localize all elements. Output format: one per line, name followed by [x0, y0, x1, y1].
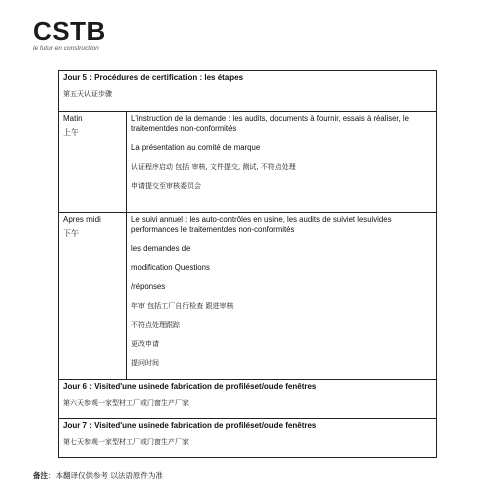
- logo-tagline: le futur en construction: [33, 45, 99, 52]
- morning-content-cell: [127, 112, 437, 213]
- schedule-table: [58, 70, 437, 458]
- day5-heading-row: [59, 71, 437, 112]
- morning-label: Matin: [63, 114, 83, 123]
- afternoon-content-cell: [127, 213, 437, 380]
- afternoon-line-zh-1: 年审 包括工厂自行检查 跟进审核: [131, 302, 234, 310]
- footnote-text: ：本翻译仅供参考 以法语原件为准: [48, 471, 163, 480]
- morning-line-1: L'instruction de la demande : les audits, documents à fournir, essais à réaliser, le traitementdes non-conformités: [131, 114, 409, 133]
- morning-label-zh: 上午: [63, 128, 79, 137]
- morning-line-2: La présentation au comité de marque: [131, 143, 261, 152]
- day6-heading-zh: 第六天参观一家型材工厂或门窗生产厂家: [63, 399, 189, 407]
- day5-heading: Jour 5 : Procédures de certification : les étapes: [63, 73, 244, 82]
- afternoon-row: [59, 213, 437, 380]
- footnote: [33, 470, 163, 481]
- morning-label-cell: [59, 112, 127, 213]
- day6-heading: Jour 6 : Visited'une usinede fabrication de profiléset/oude fenêtres: [63, 382, 317, 391]
- day5-heading-cell: [59, 71, 437, 112]
- afternoon-line-4: /réponses: [131, 282, 166, 291]
- afternoon-line-zh-4: 提问时间: [131, 359, 159, 367]
- afternoon-label-cell: [59, 213, 127, 380]
- afternoon-label-zh: 下午: [63, 229, 79, 238]
- afternoon-line-3: modification Questions: [131, 263, 210, 272]
- footnote-label: 备注: [33, 471, 48, 480]
- afternoon-line-1: Le suivi annuel : les auto-contrôles en usine, les audits de suiviet lesuivides performances le traitementdes non-conformités: [131, 215, 392, 234]
- afternoon-line-2: les demandes de: [131, 244, 191, 253]
- day7-row: [59, 419, 437, 458]
- afternoon-label: Apres midi: [63, 215, 101, 224]
- cstb-logo: [33, 18, 106, 52]
- afternoon-line-zh-3: 更改申请: [131, 340, 159, 348]
- day7-heading: Jour 7 : Visited'une usinede fabrication de profiléset/oude fenêtres: [63, 421, 317, 430]
- day6-row: [59, 380, 437, 419]
- afternoon-line-zh-2: 不符点处理跟踪: [131, 321, 180, 329]
- morning-row: [59, 112, 437, 213]
- morning-line-zh-2: 申请提交至审核委员会: [131, 182, 201, 190]
- day6-cell: [59, 380, 437, 419]
- logo-wordmark: CSTB: [33, 16, 106, 46]
- morning-line-zh-1: 认证程序启动 包括 审核, 文件提交, 测试, 不符点处理: [131, 163, 296, 171]
- day5-heading-zh: 第五天认证步骤: [63, 90, 112, 98]
- day7-cell: [59, 419, 437, 458]
- day7-heading-zh: 第七天参观一家型材工厂或门窗生产厂家: [63, 438, 189, 446]
